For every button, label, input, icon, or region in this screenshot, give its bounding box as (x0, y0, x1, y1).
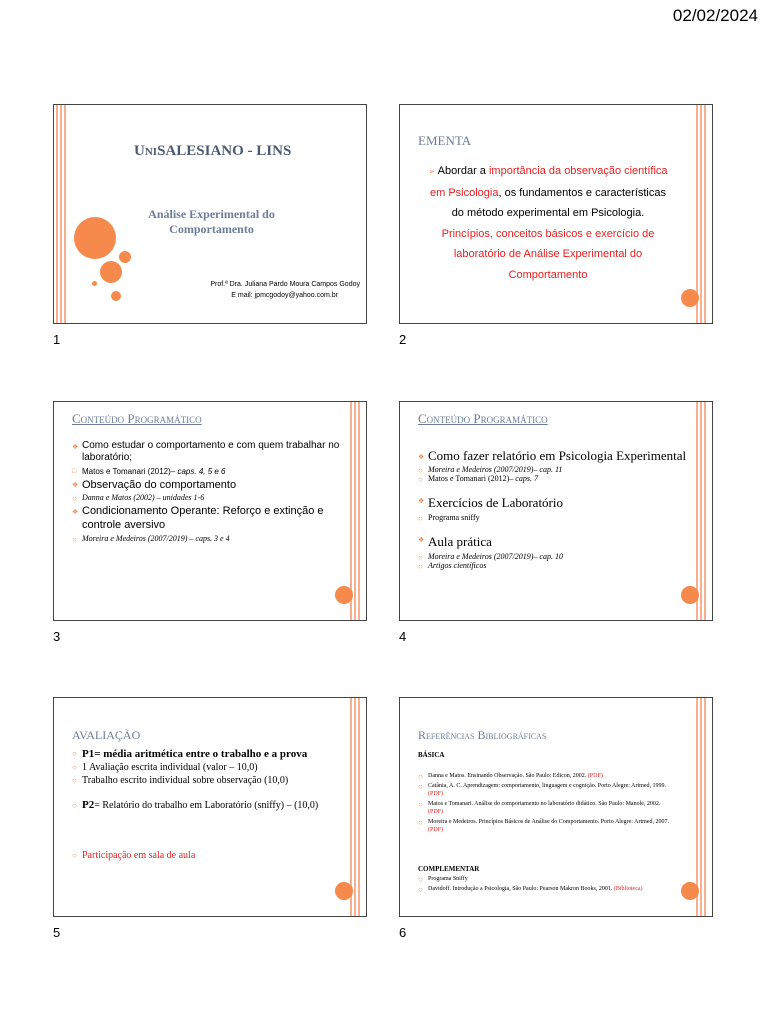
list-item: ❖ Como fazer relatório em Psicologia Experimental (418, 448, 688, 463)
slide-3 (53, 401, 367, 621)
list-item: ○ Moreira e Medeiros (2007/2019)– cap. 11 (418, 465, 688, 474)
slide-1-subtitle: Análise Experimental do Comportamento (148, 207, 275, 236)
decorative-circle (119, 251, 131, 263)
slide-4 (399, 401, 713, 621)
slide-3-title: Conteúdo Programático (72, 411, 202, 426)
slide-number: 5 (53, 925, 61, 940)
slide-stripes (350, 698, 360, 916)
slide-6-refs (418, 772, 673, 834)
reference-item: ○ Matos e Tomanari. Análise do comportamento no laboratório didático. São Paulo: Manole, 2002. (PDF) (418, 800, 673, 816)
slide-number: 2 (399, 332, 407, 347)
complementar-label: COMPLEMENTAR (418, 865, 480, 873)
slide-1-title: UNISALESIANO - LINS (134, 143, 292, 159)
decorative-circle (335, 586, 353, 604)
basica-label: BÁSICA (418, 751, 445, 759)
slide-6-complementar (418, 875, 678, 893)
decorative-circle (681, 586, 699, 604)
list-item: ○ Moreira e Medeiros (2007/2019) – caps. 3 e 4 (72, 534, 347, 543)
slide-stripes (56, 105, 66, 323)
slide-number: 3 (53, 629, 61, 644)
slide-2 (399, 104, 713, 324)
list-item: ○ P2= Relatório do trabalho em Laboratório (sniffy) – (10,0) (72, 799, 347, 812)
slide-5-list (72, 748, 347, 861)
slide-number: 6 (399, 925, 407, 940)
decorative-circle (335, 882, 353, 900)
slide-stripes (696, 402, 706, 620)
decorative-circle (92, 281, 97, 286)
list-item: ○ Participação em sala de aula (72, 850, 347, 861)
slide-6 (399, 697, 713, 917)
slide-stripes (696, 105, 706, 323)
list-item: ❖ Aula prática (418, 534, 688, 550)
list-item: ❖ Como estudar o comportamento e com quem trabalhar no laboratório; (72, 440, 347, 464)
decorative-circle (681, 882, 699, 900)
list-item: ○ Danna e Matos (2002) – unidades 1-6 (72, 493, 347, 502)
slide-6-title: Referências Bibliográficas (418, 728, 547, 742)
list-item: ○ Moreira e Medeiros (2007/2019)– cap. 10 (418, 552, 688, 561)
slide-1-author: Prof.ª Dra. Juliana Pardo Moura Campos Godoy E mail: jpmcgodoy@yahoo.com.br (210, 281, 360, 299)
list-item: ❖ Observação do comportamento (72, 479, 347, 491)
list-item: □ Matos e Tomanari (2012)– caps. 4, 5 e 6 (72, 467, 347, 476)
decorative-circle (74, 217, 116, 259)
list-item: ○ Trabalho escrito individual sobre observação (10,0) (72, 775, 347, 786)
reference-item: ○ Danna e Matos. Ensinando Observação. São Paulo: Edicon, 2002. (PDF) (418, 772, 673, 780)
slide-2-body: ➢ Abordar a importância da observação científica em Psicologia, os fundamentos e características do método experimental em Psicologia. Princípios, conceitos básicos e exercício de laboratório de Análise Experimental do Comportamento (428, 165, 668, 281)
list-item: ❖ Exercícios de Laboratório (418, 495, 688, 511)
decorative-circle (111, 291, 121, 301)
slide-number: 4 (399, 629, 407, 644)
list-item: ○ Artigos científicos (418, 561, 688, 570)
slide-1 (53, 104, 367, 324)
author-email: E mail: jpmcgodoy@yahoo.com.br (231, 292, 338, 299)
reference-item: ○ Programa Sniffy (418, 875, 678, 883)
reference-item: ○ Moreira e Medeiros. Princípios Básicos de Análise do Comportamento. Porto Alegre: Artmed, 2007. (PDF) (418, 818, 673, 834)
slide-4-list (418, 448, 688, 570)
slide-number: 1 (53, 332, 61, 347)
slide-stripes (696, 698, 706, 916)
slide-5 (53, 697, 367, 917)
decorative-circle (681, 289, 699, 307)
list-item: ○ P1= média aritmética entre o trabalho e a prova (72, 748, 347, 760)
decorative-circle (100, 261, 122, 283)
slide-5-title: AVALIAÇÃO (72, 728, 141, 742)
reference-item: ○ Catânia, A. C. Aprendizagem: comportamento, linguagem e cognição. Porto Alegre: Artmed, 1999. (PDF) (418, 782, 673, 798)
list-item: ○ Matos e Tomanari (2012)– caps. 7 (418, 474, 688, 483)
header-date: 02/02/2024 (672, 6, 758, 25)
list-item: ○ Programa sniffy (418, 513, 688, 522)
slide-3-list (72, 440, 347, 543)
list-item: ○ 1 Avaliação escrita individual (valor – 10,0) (72, 762, 347, 773)
slide-2-title: EMENTA (418, 133, 472, 148)
reference-item: ○ Davidoff. Introdução a Psicologia, São Paulo: Pearson Makron Books, 2001. (Biblioteca) (418, 885, 678, 893)
slide-stripes (350, 402, 360, 620)
slide-4-title: Conteúdo Programático (418, 411, 548, 426)
list-item: ❖ Condicionamento Operante: Reforço e extinção e controle aversivo (72, 504, 347, 532)
